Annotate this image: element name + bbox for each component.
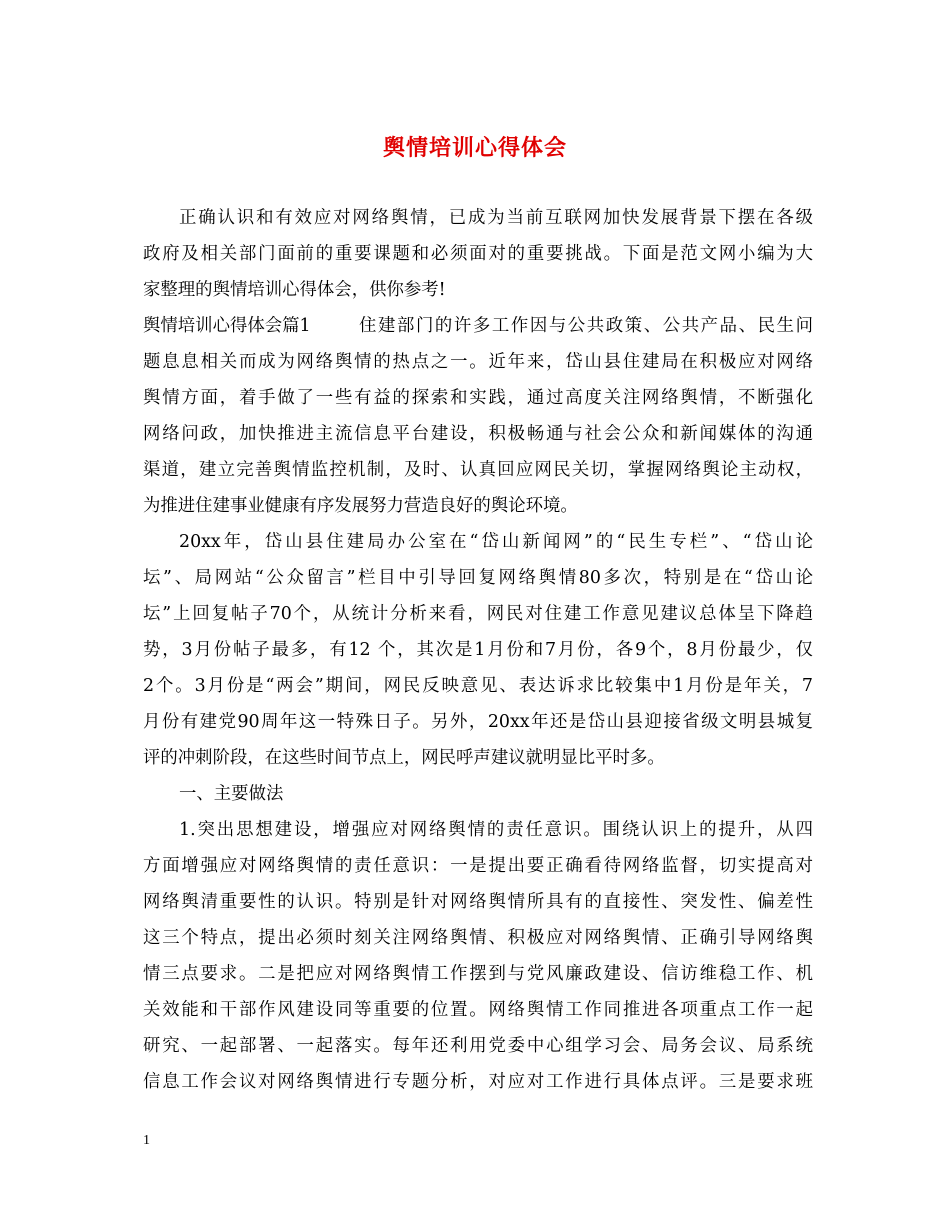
text-line: 评的冲刺阶段，在这些时间节点上，网民呼声建议就明显比平时多。	[143, 748, 665, 768]
text-line: 情三点要求。二是把应对网络舆情工作摆到与党风廉政建设、信访维稳工作、机	[143, 964, 813, 984]
text-line: 势，3月份帖子最多，有12 个，其次是1月份和7月份，各9个，8月份最少，仅	[143, 640, 813, 660]
text-line: 网络问政，加快推进主流信息平台建设，积极畅通与社会公众和新闻媒体的沟通	[143, 424, 813, 444]
text-line: 家整理的舆情培训心得体会，供你参考!	[143, 280, 446, 300]
text-line: 坛”、局网站“公众留言”栏目中引导回复网络舆情80多次，特别是在“岱山论	[143, 568, 813, 588]
document-title: 舆情培训心得体会	[382, 135, 567, 161]
text-line: 题息息相关而成为网络舆情的热点之一。近年来，岱山县住建局在积极应对网络	[143, 352, 813, 372]
text-line: 信息工作会议对网络舆情进行专题分析，对应对工作进行具体点评。三是要求班	[143, 1072, 813, 1092]
text-line: 渠道，建立完善舆情监控机制，及时、认真回应网民关切，掌握网络舆论主动权，	[143, 460, 813, 480]
text-line: 坛”上回复帖子70个，从统计分析来看，网民对住建工作意见建议总体呈下降趋	[143, 604, 813, 624]
section-label: 舆情培训心得体会篇1	[143, 316, 311, 336]
section-heading-line	[143, 311, 813, 341]
text-line: 关效能和干部作风建设同等重要的位置。网络舆情工作同推进各项重点工作一起	[143, 1000, 813, 1020]
text-line: 2个。3月份是“两会”期间，网民反映意见、表达诉求比较集中1月份是年关，7	[143, 676, 813, 696]
text-line: 方面增强应对网络舆情的责任意识：一是提出要正确看待网络监督，切实提高对	[143, 856, 813, 876]
text-line: 20xx年，岱山县住建局办公室在“岱山新闻网”的“民生专栏”、“岱山论	[179, 532, 813, 552]
text-line: 1.突出思想建设，增强应对网络舆情的责任意识。围绕认识上的提升，从四	[179, 820, 813, 840]
text-line: 这三个特点，提出必须时刻关注网络舆情、积极应对网络舆情、正确引导网络舆	[143, 928, 813, 948]
page-number: 1	[143, 1133, 150, 1148]
text-line: 网络舆清重要性的认识。特别是针对网络舆情所具有的直接性、突发性、偏差性	[143, 892, 813, 912]
text-line: 研究、一起部署、一起落实。每年还利用党委中心组学习会、局务会议、局系统	[143, 1036, 813, 1056]
subheading: 一、主要做法	[179, 784, 284, 804]
text-line: 为推进住建事业健康有序发展努力营造良好的舆论环境。	[143, 496, 578, 516]
text-line: 政府及相关部门面前的重要课题和必须面对的重要挑战。下面是范文网小编为大	[143, 244, 813, 264]
text-line: 正确认识和有效应对网络舆情，已成为当前互联网加快发展背景下摆在各级	[179, 208, 813, 228]
text-line: 住建部门的许多工作因与公共政策、公共产品、民生问	[359, 316, 813, 336]
text-line: 舆情方面，着手做了一些有益的探索和实践，通过高度关注网络舆情，不断强化	[143, 388, 813, 408]
text-line: 月份有建党90周年这一特殊日子。另外，20xx年还是岱山县迎接省级文明县城复	[143, 712, 813, 732]
